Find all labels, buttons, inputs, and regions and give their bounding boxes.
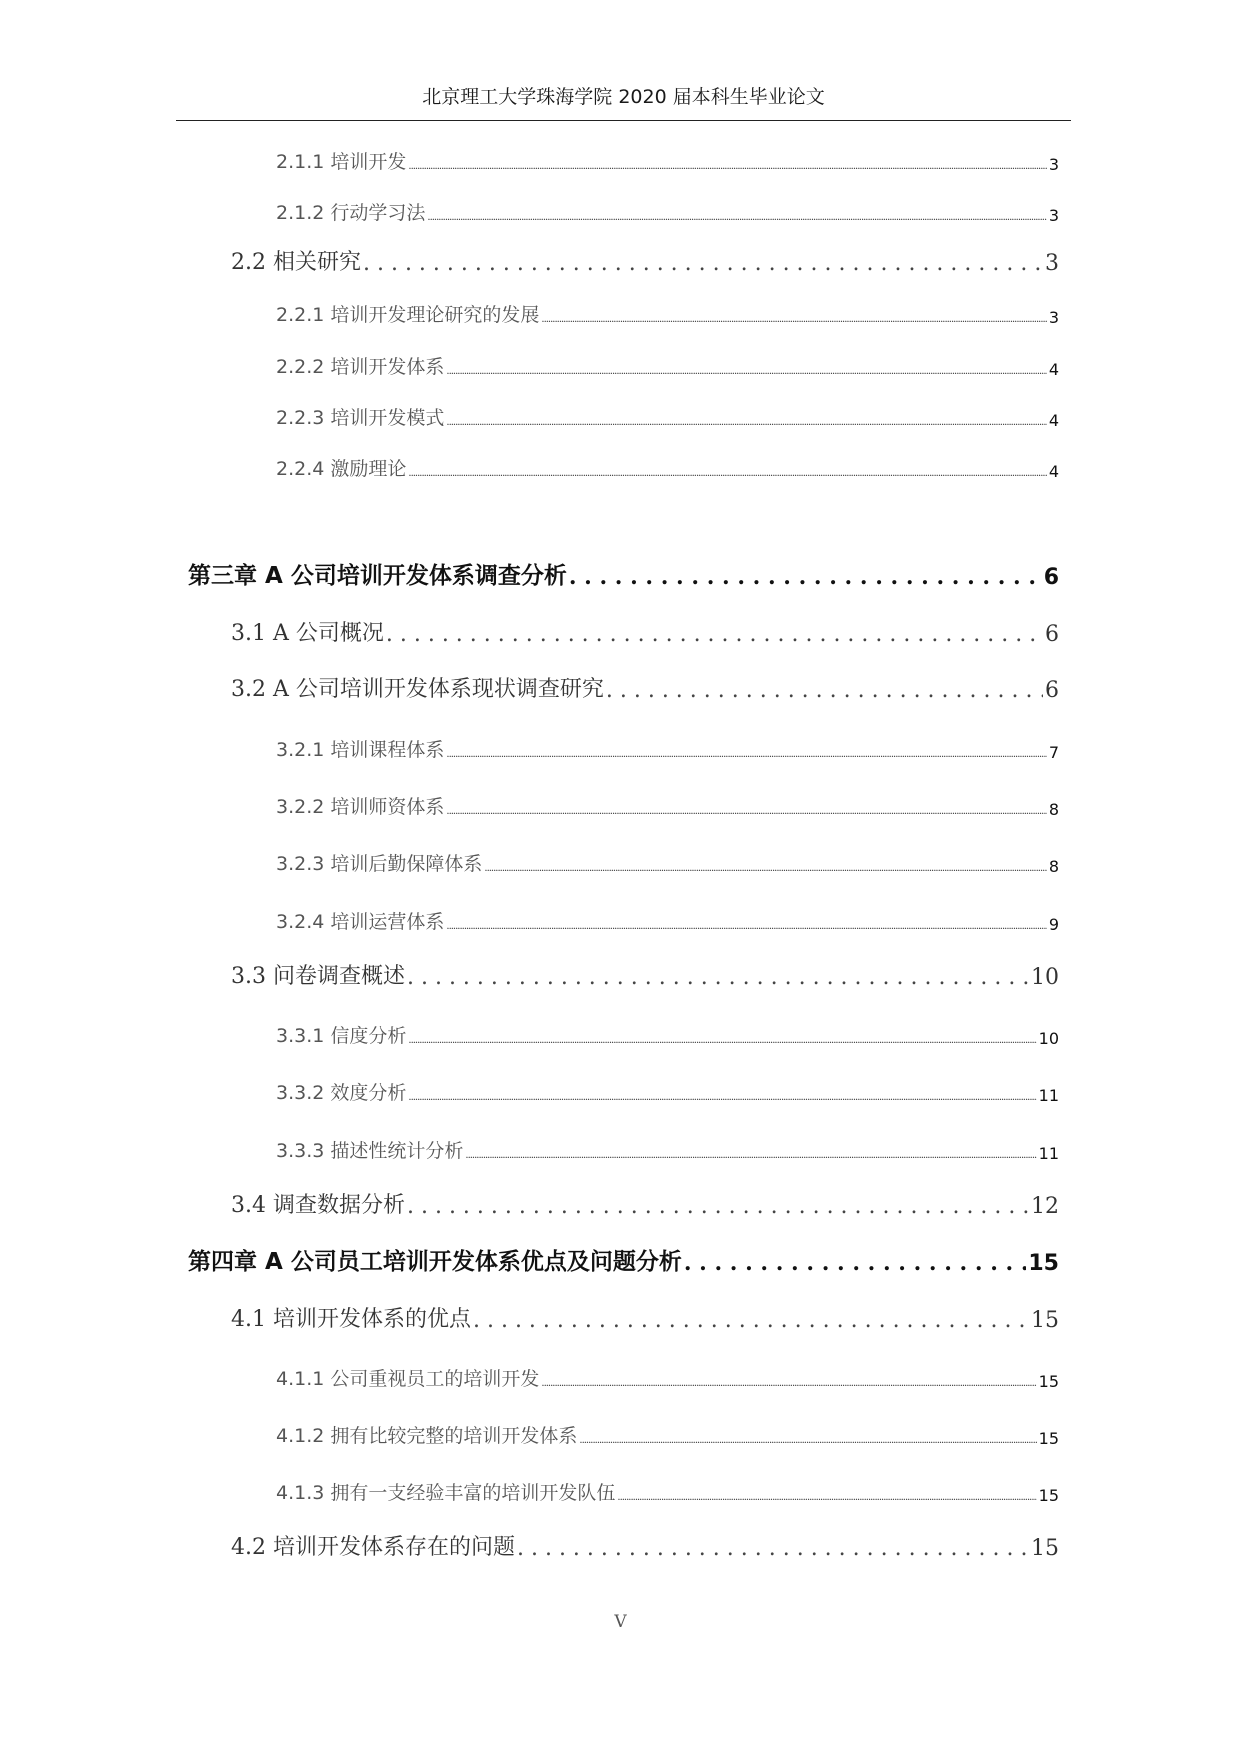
toc-entry-page: 11 bbox=[1038, 1086, 1059, 1105]
dot-leader bbox=[408, 1091, 1036, 1105]
dot-leader bbox=[408, 160, 1046, 174]
dot-leader bbox=[579, 1434, 1036, 1448]
toc-entry[interactable] bbox=[276, 451, 1059, 481]
toc-entry-page: 6 bbox=[1045, 622, 1059, 647]
toc-entry[interactable] bbox=[276, 144, 1059, 174]
toc-entry-page: 3 bbox=[1045, 251, 1059, 276]
toc-entry[interactable] bbox=[276, 400, 1059, 430]
toc-entry-page: 4 bbox=[1048, 411, 1059, 430]
dot-leader bbox=[446, 365, 1046, 379]
toc-entry-page: 4 bbox=[1048, 462, 1059, 481]
toc-entry[interactable] bbox=[231, 956, 1059, 990]
dot-leader bbox=[684, 1250, 1027, 1276]
toc-entry[interactable] bbox=[276, 297, 1059, 327]
dot-leader bbox=[407, 1194, 1029, 1219]
toc-entry-page: 10 bbox=[1031, 965, 1059, 990]
toc-entry[interactable] bbox=[276, 1133, 1059, 1163]
toc-entry-label: 4.1.2 拥有比较完整的培训开发体系 bbox=[276, 1425, 578, 1447]
toc-entry-label: 第三章 A 公司培训开发体系调查分析 bbox=[188, 563, 567, 589]
toc-entry-label: 2.1.1 培训开发 bbox=[276, 151, 407, 173]
dot-leader bbox=[408, 1034, 1036, 1048]
dot-leader bbox=[569, 564, 1042, 590]
toc-entry[interactable] bbox=[231, 1299, 1059, 1333]
toc-entry-label: 3.1 A 公司概况 bbox=[231, 621, 384, 646]
toc-entry-label: 3.2 A 公司培训开发体系现状调查研究 bbox=[231, 677, 604, 702]
toc-entry-page: 7 bbox=[1048, 743, 1059, 762]
toc-entry-label: 3.3.2 效度分析 bbox=[276, 1082, 407, 1104]
toc-entry[interactable] bbox=[231, 613, 1059, 647]
toc-entry[interactable] bbox=[276, 904, 1059, 934]
toc-entry-page: 10 bbox=[1038, 1029, 1059, 1048]
dot-leader bbox=[407, 965, 1029, 990]
toc-entry-label: 2.2.2 培训开发体系 bbox=[276, 356, 445, 378]
toc-entry[interactable] bbox=[276, 1018, 1059, 1048]
toc-entry[interactable] bbox=[231, 242, 1059, 276]
toc-entry-page: 15 bbox=[1038, 1372, 1059, 1391]
toc-entry-label: 3.2.1 培训课程体系 bbox=[276, 739, 445, 761]
toc-entry-page: 4 bbox=[1048, 360, 1059, 379]
toc-entry-page: 3 bbox=[1048, 206, 1059, 225]
dot-leader bbox=[363, 251, 1043, 276]
toc-entry-chapter[interactable] bbox=[188, 1242, 1059, 1276]
dot-leader bbox=[386, 622, 1043, 647]
toc-entry-label: 3.2.2 培训师资体系 bbox=[276, 796, 445, 818]
toc-entry-label: 4.2 培训开发体系存在的问题 bbox=[231, 1535, 515, 1560]
toc-entry[interactable] bbox=[276, 1361, 1059, 1391]
dot-leader bbox=[446, 416, 1046, 430]
dot-leader bbox=[446, 748, 1046, 762]
toc-entry-label: 2.2.4 激励理论 bbox=[276, 458, 407, 480]
toc-entry-label: 3.3.3 描述性统计分析 bbox=[276, 1140, 464, 1162]
dot-leader bbox=[541, 1377, 1036, 1391]
toc-entry-label: 3.3 问卷调查概述 bbox=[231, 964, 405, 989]
toc-entry-page: 3 bbox=[1048, 308, 1059, 327]
toc-entry-page: 3 bbox=[1048, 155, 1059, 174]
toc-entry-page: 15 bbox=[1038, 1486, 1059, 1505]
dot-leader bbox=[606, 678, 1043, 703]
toc-entry[interactable] bbox=[276, 1475, 1059, 1505]
toc-entry-label: 2.1.2 行动学习法 bbox=[276, 202, 426, 224]
toc-entry-chapter[interactable] bbox=[188, 556, 1059, 590]
toc-entry-label: 3.2.3 培训后勤保障体系 bbox=[276, 853, 483, 875]
toc-entry-label: 2.2.1 培训开发理论研究的发展 bbox=[276, 304, 540, 326]
dot-leader bbox=[617, 1491, 1036, 1505]
toc-entry-label: 第四章 A 公司员工培训开发体系优点及问题分析 bbox=[188, 1249, 682, 1275]
page-number-footer bbox=[0, 1612, 1241, 1632]
dot-leader bbox=[408, 467, 1046, 481]
toc-entry-label: 3.2.4 培训运营体系 bbox=[276, 911, 445, 933]
toc-entry-label: 4.1.1 公司重视员工的培训开发 bbox=[276, 1368, 540, 1390]
toc-entry-page: 9 bbox=[1048, 915, 1059, 934]
toc-entry-page: 11 bbox=[1038, 1144, 1059, 1163]
toc-entry-label: 4.1.3 拥有一支经验丰富的培训开发队伍 bbox=[276, 1482, 616, 1504]
toc-entry-label: 4.1 培训开发体系的优点 bbox=[231, 1307, 471, 1332]
dot-leader bbox=[446, 805, 1046, 819]
page-number: V bbox=[614, 1612, 627, 1632]
toc-entry-page: 15 bbox=[1031, 1536, 1059, 1561]
toc-entry-page: 15 bbox=[1028, 1251, 1059, 1276]
toc-entry[interactable] bbox=[276, 789, 1059, 819]
dot-leader bbox=[484, 862, 1046, 876]
toc-entry-page: 6 bbox=[1043, 565, 1059, 590]
running-header-title: 北京理工大学珠海学院 2020 届本科生毕业论文 bbox=[422, 86, 825, 108]
toc-entry-page: 15 bbox=[1038, 1429, 1059, 1448]
toc-entry-label: 3.3.1 信度分析 bbox=[276, 1025, 407, 1047]
toc-entry[interactable] bbox=[276, 1075, 1059, 1105]
toc-entry[interactable] bbox=[276, 846, 1059, 876]
toc-entry-page: 8 bbox=[1048, 857, 1059, 876]
dot-leader bbox=[465, 1149, 1036, 1163]
toc-entry-label: 2.2.3 培训开发模式 bbox=[276, 407, 445, 429]
dot-leader bbox=[427, 211, 1046, 225]
toc-entry-page: 6 bbox=[1045, 678, 1059, 703]
dot-leader bbox=[446, 920, 1046, 934]
dot-leader bbox=[473, 1308, 1029, 1333]
toc-entry[interactable] bbox=[231, 669, 1059, 703]
toc-entry[interactable] bbox=[231, 1185, 1059, 1219]
toc-entry-label: 3.4 调查数据分析 bbox=[231, 1193, 405, 1218]
toc-entry[interactable] bbox=[276, 1418, 1059, 1448]
toc-entry-page: 12 bbox=[1031, 1194, 1059, 1219]
toc-entry-label: 2.2 相关研究 bbox=[231, 250, 361, 275]
toc-entry[interactable] bbox=[276, 732, 1059, 762]
toc-entry[interactable] bbox=[276, 349, 1059, 379]
dot-leader bbox=[517, 1536, 1029, 1561]
dot-leader bbox=[541, 313, 1046, 327]
toc-entry-page: 15 bbox=[1031, 1308, 1059, 1333]
toc-entry[interactable] bbox=[231, 1527, 1059, 1561]
toc-entry-page: 8 bbox=[1048, 800, 1059, 819]
toc-entry[interactable] bbox=[276, 195, 1059, 225]
